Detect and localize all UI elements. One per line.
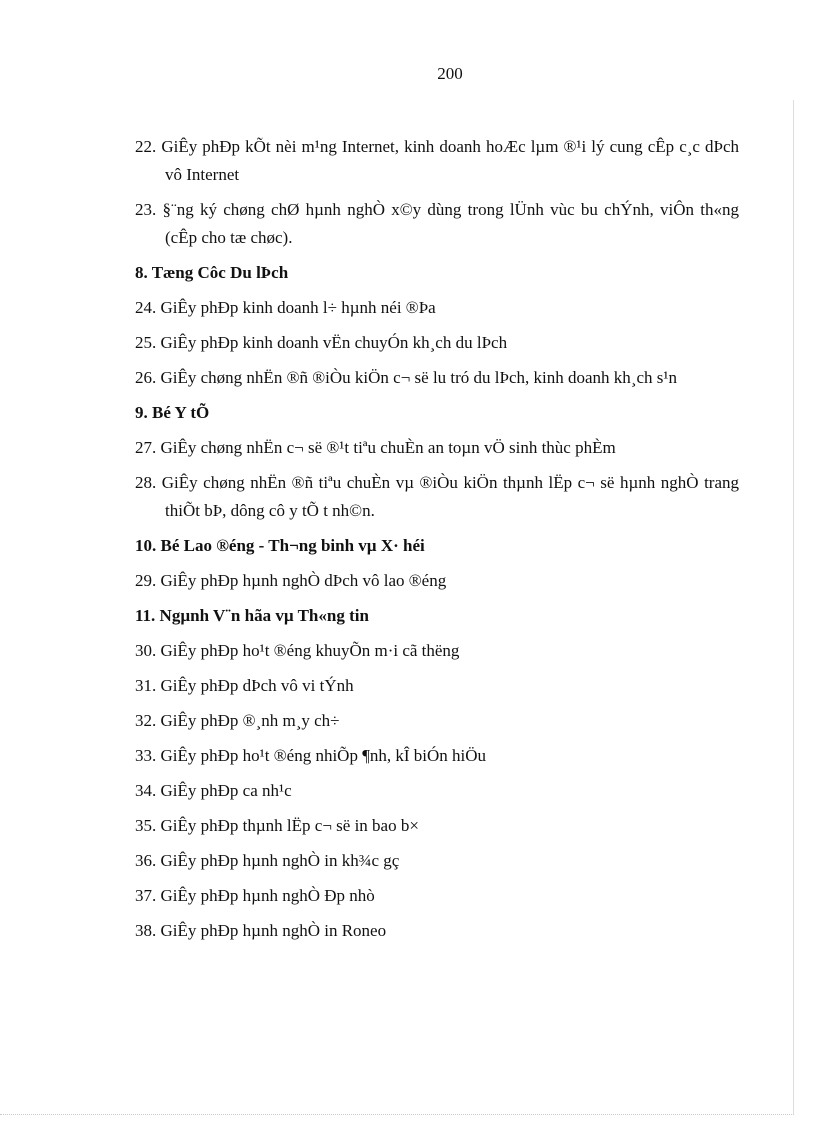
- item-text: GiÊy phÐp ca nh¹c: [160, 781, 292, 800]
- item-text: GiÊy phÐp hµnh nghÒ dÞch vô lao ®éng: [160, 571, 447, 590]
- list-item: [135, 196, 739, 252]
- list-item: [135, 637, 739, 665]
- list-item: [135, 707, 739, 735]
- item-number: 37.: [135, 886, 157, 905]
- list-item: [135, 567, 739, 595]
- page-edge-right: [793, 100, 794, 1115]
- list-item: [135, 364, 739, 392]
- item-number: 31.: [135, 676, 157, 695]
- item-number: 34.: [135, 781, 157, 800]
- item-number: 35.: [135, 816, 157, 835]
- list-item: [135, 672, 739, 700]
- item-text: GiÊy phÐp ho¹t ®éng khuyÕn m·i cã thëng: [160, 641, 460, 660]
- list-item: [135, 812, 739, 840]
- list-item: [135, 847, 739, 875]
- list-item: [135, 882, 739, 910]
- list-item: [135, 294, 739, 322]
- item-text: GiÊy phÐp ®¸nh m¸y ch÷: [160, 711, 340, 730]
- page-number: 200: [437, 64, 463, 83]
- item-number: 24.: [135, 298, 157, 317]
- item-number: 36.: [135, 851, 157, 870]
- item-number: 25.: [135, 333, 157, 352]
- list-item: [135, 469, 739, 525]
- item-text: GiÊy chøng nhËn ®ñ ®iÒu kiÖn c¬ së lu tró du lÞch, kinh doanh kh¸ch s¹n: [160, 368, 677, 387]
- item-number: 33.: [135, 746, 157, 765]
- item-number: 32.: [135, 711, 157, 730]
- list-item: [135, 434, 739, 462]
- item-number: 29.: [135, 571, 157, 590]
- item-text: GiÊy phÐp thµnh lËp c¬ së in bao b×: [160, 816, 419, 835]
- section-heading: 11. Ngµnh V¨n hãa vµ Th«ng tin: [135, 606, 369, 625]
- list-item: [135, 917, 739, 945]
- item-text: GiÊy phÐp dÞch vô vi tÝnh: [160, 676, 354, 695]
- item-number: 23.: [135, 200, 157, 219]
- item-number: 26.: [135, 368, 157, 387]
- section-heading: 10. Bé Lao ®éng - Th¬ng binh vµ X· héi: [135, 536, 425, 555]
- item-number: 30.: [135, 641, 157, 660]
- page-edge-bottom: [0, 1114, 794, 1115]
- item-number: 38.: [135, 921, 157, 940]
- item-text: GiÊy phÐp hµnh nghÒ in Roneo: [160, 921, 387, 940]
- item-text: GiÊy chøng nhËn c¬ së ®¹t tiªu chuÈn an toµn vÖ sinh thùc phÈm: [160, 438, 616, 457]
- item-number: 28.: [135, 473, 157, 492]
- item-number: 22.: [135, 137, 157, 156]
- item-text: GiÊy phÐp ho¹t ®éng nhiÕp ¶nh, kÎ biÓn hiÖu: [160, 746, 487, 765]
- section-heading: 9. Bé Y tÕ: [135, 403, 210, 422]
- item-text: GiÊy chøng nhËn ®ñ tiªu chuÈn vµ ®iÒu kiÖn thµnh lËp c¬ së hµnh nghÒ trang thiÕt bÞ, dông cô y tÕ t nh©n.: [161, 473, 740, 520]
- item-text: GiÊy phÐp hµnh nghÒ Ðp nhò: [160, 886, 375, 905]
- list-item: [135, 329, 739, 357]
- list-item: [135, 777, 739, 805]
- section-heading: 8. Tæng Côc Du lÞch: [135, 263, 289, 282]
- item-text: GiÊy phÐp kinh doanh vËn chuyÓn kh¸ch du lÞch: [160, 333, 508, 352]
- item-text: GiÊy phÐp hµnh nghÒ in kh¾c gç: [160, 851, 400, 870]
- item-text: GiÊy phÐp kÕt nèi m¹ng Internet, kinh doanh hoÆc lµm ®¹i lý cung cÊp c¸c dÞch vô Internet: [161, 137, 740, 184]
- item-number: 27.: [135, 438, 157, 457]
- document-body: [135, 133, 739, 952]
- list-item: [135, 133, 739, 189]
- list-item: [135, 742, 739, 770]
- item-text: §¨ng ký chøng chØ hµnh nghÒ x©y dùng trong lÜnh vùc bu chÝnh, viÔn th«ng (cÊp cho tæ chøc).: [162, 200, 740, 247]
- item-text: GiÊy phÐp kinh doanh l÷ hµnh néi ®Þa: [160, 298, 436, 317]
